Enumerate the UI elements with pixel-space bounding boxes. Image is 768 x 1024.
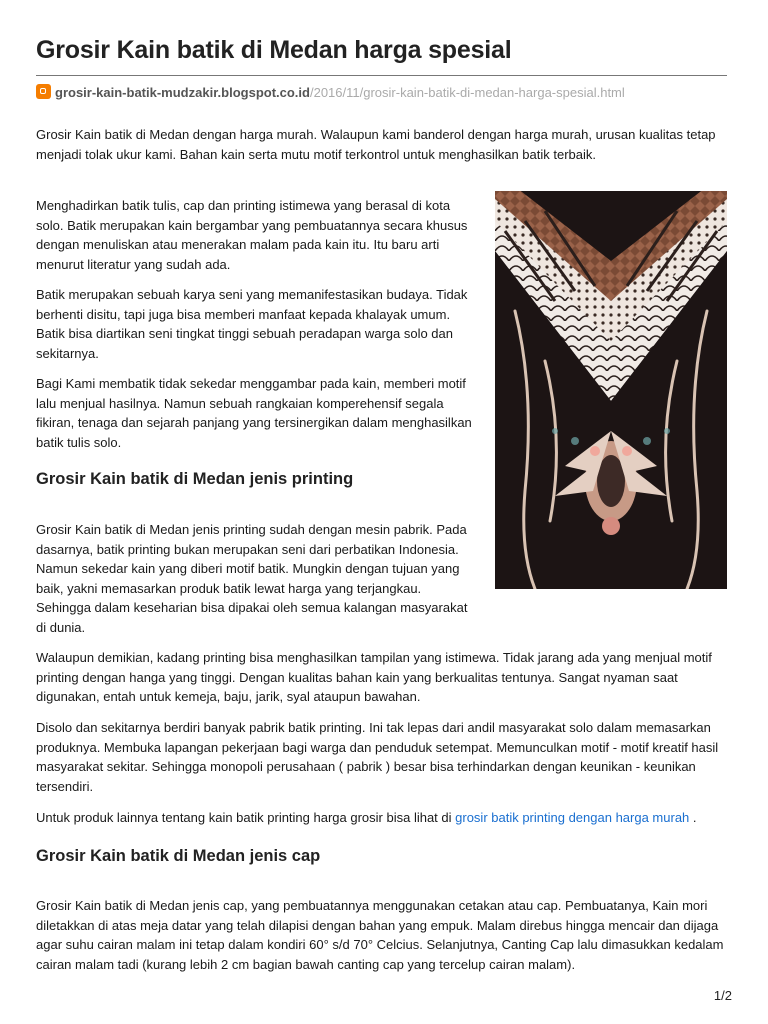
printing-p4-tail: . [689, 810, 697, 825]
batik-cloth-photo [495, 191, 727, 589]
paragraph-3: Bagi Kami membatik tidak sekedar menggambar pada kain, memberi motif lalu menjual hasilnya. Namun sebuah rangkaian komperehensif segala fikiran, tenaga dan sejarah panjang yang tersinergikan dalam menghasilkan batik tulis solo. [36, 376, 472, 450]
printing-paragraph-1: Grosir Kain batik di Medan jenis printing sudah dengan mesin pabrik. Pada dasarnya, batik printing bukan merupakan seni dari perbatikan Indonesia. Namun sekedar kain yang diberi motif batik. Mungkin dengan tujuan yang baik, yakni memasarkan produk batik lewat harga yang terjangkau. Sehingga dalam keseharian bisa dipakai oleh semua kalangan masyarakat di dunia. [36, 522, 468, 635]
title-divider [36, 75, 727, 76]
blogger-icon [36, 84, 51, 99]
printing-paragraph-3: Disolo dan sekitarnya berdiri banyak pabrik batik printing. Ini tak lepas dari andil masyarakat solo dalam memasarkan produknya. Membuka lapangan pekerjaan bagi warga dan penduduk setempat. Memunculkan motif - motif kreatif hasil masyarakat sekitar. Sehingga monopoli perusahaan ( pabrik ) besar bisa terhindarkan dengan keunikan - keunikan tersendiri. [36, 720, 719, 794]
source-url[interactable] [36, 84, 625, 100]
cap-paragraph-1: Grosir Kain batik di Medan jenis cap, yang pembuatannya menggunakan cetakan atau cap. Pembuatanya, Kain mori diletakkan di atas meja datar yang telah dilapisi dengan bahan yang empuk. Malam direbus hingga mencair dan dijaga agar suhu cairan malam ini tetap dalam kondiri 60° s/d 70° Celcius. Selanjutnya, Canting Cap lalu dimasukkan kedalam cairan malam tadi (kurang lebih 2 cm bagian bawah canting cap yang tercelup cairan malam). [36, 898, 724, 972]
page-title: Grosir Kain batik di Medan harga spesial [36, 36, 512, 64]
paragraph-1: Menghadirkan batik tulis, cap dan printing istimewa yang berasal di kota solo. Batik merupakan kain bergambar yang pembuatannya secara khusus dengan menuliskan atau menerakan malam pada kain itu. Itu baru arti menurut literatur yang sudah ada. [36, 198, 468, 272]
intro-paragraph: Grosir Kain batik di Medan dengan harga murah. Walaupun kami banderol dengan harga murah, urusan kualitas tetap menjadi tolak ukur kami. Bahan kain serta mutu motif terkontrol untuk menghasilkan batik terbaik. [36, 127, 716, 162]
heading-printing: Grosir Kain batik di Medan jenis printing [36, 470, 354, 488]
page-number: 1/2 [713, 988, 732, 1003]
printing-p4-text: Untuk produk lainnya tentang kain batik printing harga grosir bisa lihat di [36, 810, 456, 825]
source-path[interactable]: /2016/11/grosir-kain-batik-di-medan-harga-spesial.html [309, 85, 625, 100]
heading-cap: Grosir Kain batik di Medan jenis cap [36, 847, 321, 865]
printing-paragraph-4 [36, 808, 736, 828]
source-domain[interactable]: grosir-kain-batik-mudzakir.blogspot.co.id [55, 85, 310, 100]
paragraph-2: Batik merupakan sebuah karya seni yang memanifestasikan budaya. Tidak berhenti disitu, tapi juga bisa memberi manfaat kepada khalayak umum. Batik bisa diartikan seni tingkat tinggi sebuah peradapan warga solo dan sekitarnya. [36, 287, 468, 361]
batik-printing-link[interactable]: grosir batik printing dengan harga murah [455, 810, 690, 825]
printing-paragraph-2: Walaupun demikian, kadang printing bisa menghasilkan tampilan yang istimewa. Tidak jarang ada yang menjual motif printing dengan hanga yang tinggi. Dengan kualitas bahan kain yang berkualitas tentunya. Sangat nyaman saat digunakan, entah untuk kemeja, baju, jarik, syal ataupun bawahan. [36, 650, 712, 704]
